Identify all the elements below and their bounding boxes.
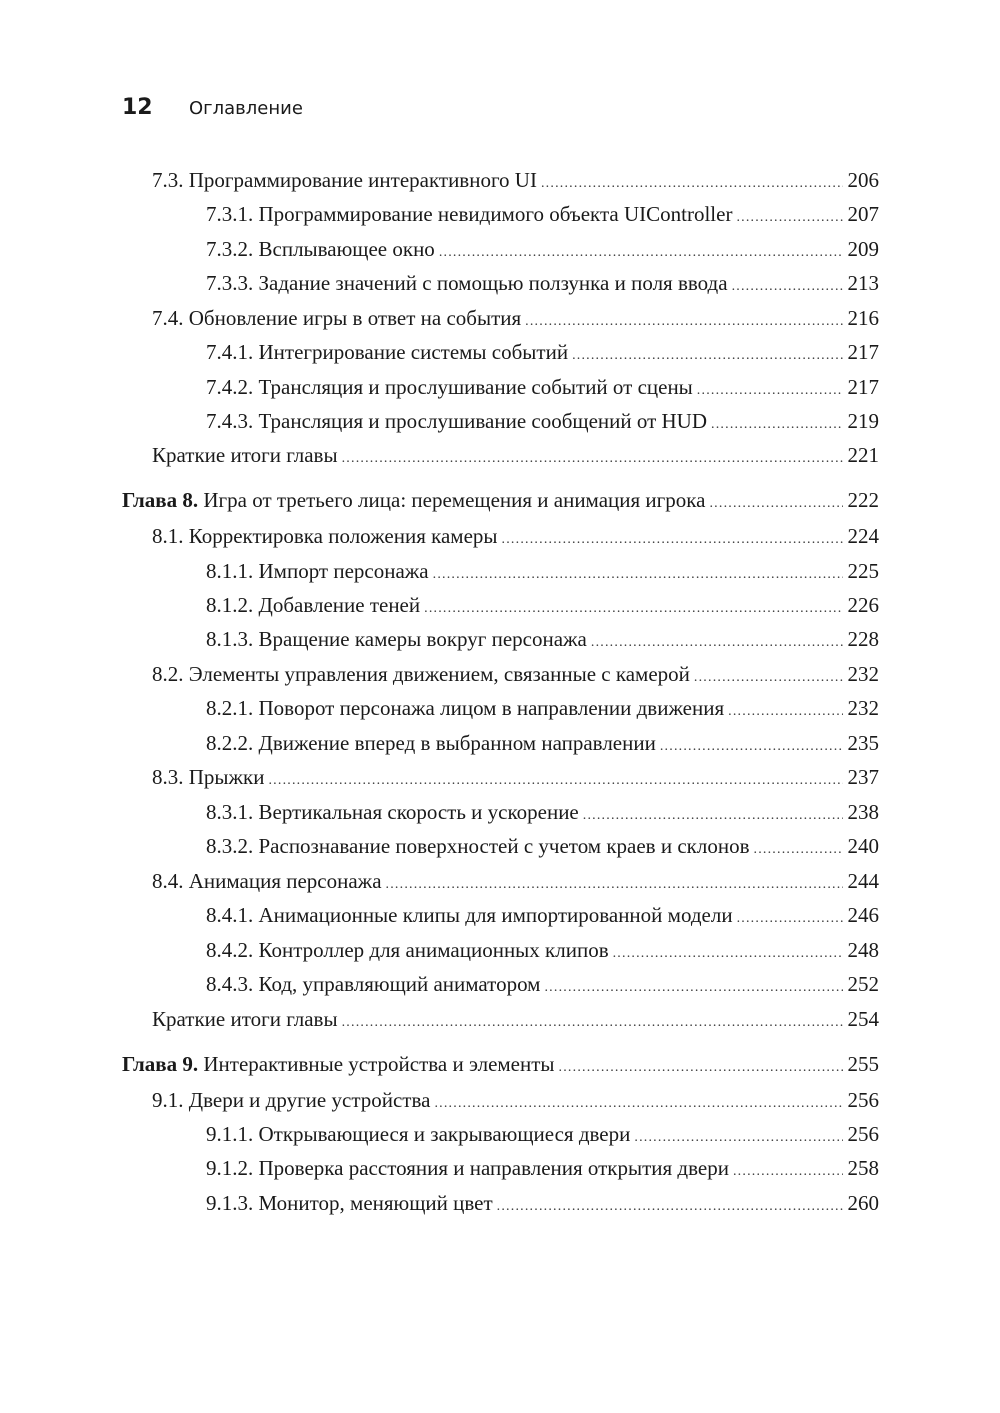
dot-leader: [754, 835, 844, 865]
toc-page-number: 226: [847, 593, 879, 617]
dot-leader: [583, 801, 843, 831]
toc-page-number: 216: [847, 306, 879, 330]
toc-page-number: 232: [847, 662, 879, 686]
toc-entry: [206, 268, 879, 298]
toc-entry-text: 7.3.3. Задание значений с помощью ползунка и поля ввода: [206, 271, 728, 295]
toc-page-number: 240: [847, 834, 879, 858]
toc-page-number: 260: [847, 1191, 879, 1215]
toc-entry: [206, 1153, 879, 1183]
toc-page-number: 217: [847, 340, 879, 364]
toc-entry-title: [206, 1119, 630, 1149]
toc-entry-title: [206, 556, 429, 586]
toc-page-number: 237: [847, 765, 879, 789]
toc-entry-title: [152, 165, 537, 195]
toc-entry-title: [152, 866, 382, 896]
dot-leader: [591, 628, 843, 658]
toc-entry-text: 8.2.2. Движение вперед в выбранном направлении: [206, 731, 656, 755]
toc-entry-text: 7.3. Программирование интерактивного UI: [152, 168, 537, 192]
toc-entry: [152, 165, 879, 195]
toc-entry-text: 7.4.1. Интегрирование системы событий: [206, 340, 569, 364]
toc-entry-text: 8.4.2. Контроллер для анимационных клипов: [206, 938, 609, 962]
toc-entry: [206, 556, 879, 586]
dot-leader: [634, 1123, 843, 1153]
dot-leader: [434, 1089, 843, 1119]
toc-entry: [152, 440, 879, 470]
toc-entry: [152, 659, 879, 689]
toc-page-number: 255: [847, 1052, 879, 1076]
toc-entry-text: 7.3.1. Программирование невидимого объекта UIController: [206, 202, 733, 226]
dot-leader: [433, 560, 843, 590]
toc-entry-title: [206, 372, 693, 402]
toc-entry-text: Игра от третьего лица: перемещения и анимация игрока: [198, 488, 706, 512]
toc-page-number: 206: [847, 168, 879, 192]
dot-leader: [525, 307, 843, 337]
toc-chapter-entry: [122, 1049, 879, 1079]
toc-entry: [206, 406, 879, 436]
toc-page-number: 252: [847, 972, 879, 996]
dot-leader: [268, 766, 843, 796]
toc-entry-text: 8.3.2. Распознавание поверхностей с учетом краев и склонов: [206, 834, 750, 858]
toc-entry-text: 8.3.1. Вертикальная скорость и ускорение: [206, 800, 579, 824]
toc-entry: [152, 521, 879, 551]
page-number: 12: [122, 95, 153, 120]
dot-leader: [386, 870, 843, 900]
toc-page-number: 232: [847, 696, 879, 720]
toc-entry-text: 8.3. Прыжки: [152, 765, 265, 789]
toc-entry-text: 8.4. Анимация персонажа: [152, 869, 382, 893]
dot-leader: [424, 594, 843, 624]
toc-page-number: 246: [847, 903, 879, 927]
toc-page-number: 224: [847, 524, 879, 548]
toc-entry: [206, 797, 879, 827]
dot-leader: [709, 489, 843, 519]
toc-entry: [206, 372, 879, 402]
toc-entry-text: Краткие итоги главы: [152, 443, 338, 467]
toc-chapter-entry: [122, 485, 879, 515]
chapter-label: Глава 9.: [122, 1052, 199, 1076]
toc-entry-title: [206, 234, 435, 264]
toc-entry-text: 8.1.1. Импорт персонажа: [206, 559, 429, 583]
toc-entry-text: 8.2. Элементы управления движением, связанные с камерой: [152, 662, 690, 686]
toc-entry-text: Краткие итоги главы: [152, 1007, 338, 1031]
toc-entry-title: [152, 440, 338, 470]
dot-leader: [697, 376, 843, 406]
toc-entry-text: 9.1.1. Открывающиеся и закрывающиеся двери: [206, 1122, 631, 1146]
running-title: Оглавление: [189, 98, 303, 119]
toc-entry: [206, 900, 879, 930]
toc-entry: [152, 762, 879, 792]
toc-entry-text: 9.1. Двери и другие устройства: [152, 1088, 431, 1112]
toc-entry-title: [206, 797, 579, 827]
toc-entry-text: Интерактивные устройства и элементы: [198, 1052, 555, 1076]
toc-entry-title: [206, 693, 724, 723]
toc-entry-text: 8.1.2. Добавление теней: [206, 593, 421, 617]
toc-page-number: 238: [847, 800, 879, 824]
toc-page-number: 207: [847, 202, 879, 226]
toc-entry-title: [206, 900, 733, 930]
toc-entry: [206, 935, 879, 965]
toc-entry-title: [152, 1085, 430, 1115]
toc-entry-title: [152, 521, 498, 551]
toc-entry-text: 8.1.3. Вращение камеры вокруг персонажа: [206, 627, 587, 651]
page-header: [122, 94, 882, 122]
toc-page-number: 222: [847, 488, 879, 512]
dot-leader: [342, 444, 843, 474]
dot-leader: [732, 272, 843, 302]
toc-entry: [206, 1119, 879, 1149]
toc-entry: [152, 1004, 879, 1034]
toc-entry-text: 7.4. Обновление игры в ответ на события: [152, 306, 522, 330]
dot-leader: [544, 973, 843, 1003]
toc-page-number: 225: [847, 559, 879, 583]
toc-entry-title: [206, 969, 540, 999]
toc-entry-title: [122, 1049, 555, 1079]
toc-entry: [206, 728, 879, 758]
toc-page-number: 258: [847, 1156, 879, 1180]
toc-page-number: 217: [847, 375, 879, 399]
toc-entry-title: [152, 303, 521, 333]
dot-leader: [502, 525, 843, 555]
dot-leader: [497, 1192, 843, 1222]
toc-page-number: 248: [847, 938, 879, 962]
toc-page-number: 221: [847, 443, 879, 467]
toc-entry: [206, 590, 879, 620]
dot-leader: [660, 732, 843, 762]
dot-leader: [728, 697, 843, 727]
toc-entry-title: [152, 659, 690, 689]
toc-entry-title: [206, 337, 568, 367]
toc-page-number: 256: [847, 1088, 879, 1112]
toc-page-number: 254: [847, 1007, 879, 1031]
toc-entry-title: [206, 1188, 493, 1218]
toc-entry-text: 7.4.2. Трансляция и прослушивание событий от сцены: [206, 375, 693, 399]
toc-page-number: 256: [847, 1122, 879, 1146]
dot-leader: [736, 203, 843, 233]
dot-leader: [737, 904, 843, 934]
dot-leader: [572, 341, 843, 371]
toc-entry-title: [206, 406, 707, 436]
toc-entry-title: [206, 1153, 729, 1183]
toc-entry-title: [206, 831, 750, 861]
dot-leader: [694, 663, 843, 693]
toc-entry-title: [206, 590, 420, 620]
toc-entry-text: 8.2.1. Поворот персонажа лицом в направлении движения: [206, 696, 725, 720]
toc-page-number: 219: [847, 409, 879, 433]
dot-leader: [559, 1053, 843, 1083]
toc-entry-title: [122, 485, 705, 515]
dot-leader: [439, 238, 843, 268]
dot-leader: [613, 939, 843, 969]
toc-entry: [206, 624, 879, 654]
toc-page-number: 244: [847, 869, 879, 893]
toc-entry: [206, 831, 879, 861]
toc-entry: [152, 303, 879, 333]
toc-entry-text: 9.1.3. Монитор, меняющий цвет: [206, 1191, 493, 1215]
toc-entry-text: 8.4.1. Анимационные клипы для импортированной модели: [206, 903, 733, 927]
toc-entry-text: 9.1.2. Проверка расстояния и направления открытия двери: [206, 1156, 729, 1180]
toc-entry: [206, 234, 879, 264]
dot-leader: [541, 169, 843, 199]
toc-entry: [206, 337, 879, 367]
toc-entry: [152, 866, 879, 896]
toc-entry-text: 7.4.3. Трансляция и прослушивание сообщений от HUD: [206, 409, 708, 433]
toc-entry-title: [152, 1004, 338, 1034]
toc-entry-title: [206, 935, 609, 965]
toc-entry-title: [152, 762, 264, 792]
dot-leader: [733, 1157, 843, 1187]
toc-entry-title: [206, 199, 732, 229]
toc-entry-text: 7.3.2. Всплывающее окно: [206, 237, 435, 261]
toc-entry: [206, 693, 879, 723]
toc-entry-title: [206, 624, 587, 654]
chapter-label: Глава 8.: [122, 488, 199, 512]
toc-entry-title: [206, 268, 728, 298]
toc-page-number: 209: [847, 237, 879, 261]
toc-page-number: 235: [847, 731, 879, 755]
dot-leader: [711, 410, 843, 440]
toc-entry: [206, 1188, 879, 1218]
toc-entry: [152, 1085, 879, 1115]
toc-entry-text: 8.1. Корректировка положения камеры: [152, 524, 498, 548]
toc-entry: [206, 969, 879, 999]
dot-leader: [342, 1008, 843, 1038]
toc-entry-text: 8.4.3. Код, управляющий аниматором: [206, 972, 541, 996]
toc-page-number: 213: [847, 271, 879, 295]
toc-entry: [206, 199, 879, 229]
toc-entry-title: [206, 728, 656, 758]
toc-page-number: 228: [847, 627, 879, 651]
